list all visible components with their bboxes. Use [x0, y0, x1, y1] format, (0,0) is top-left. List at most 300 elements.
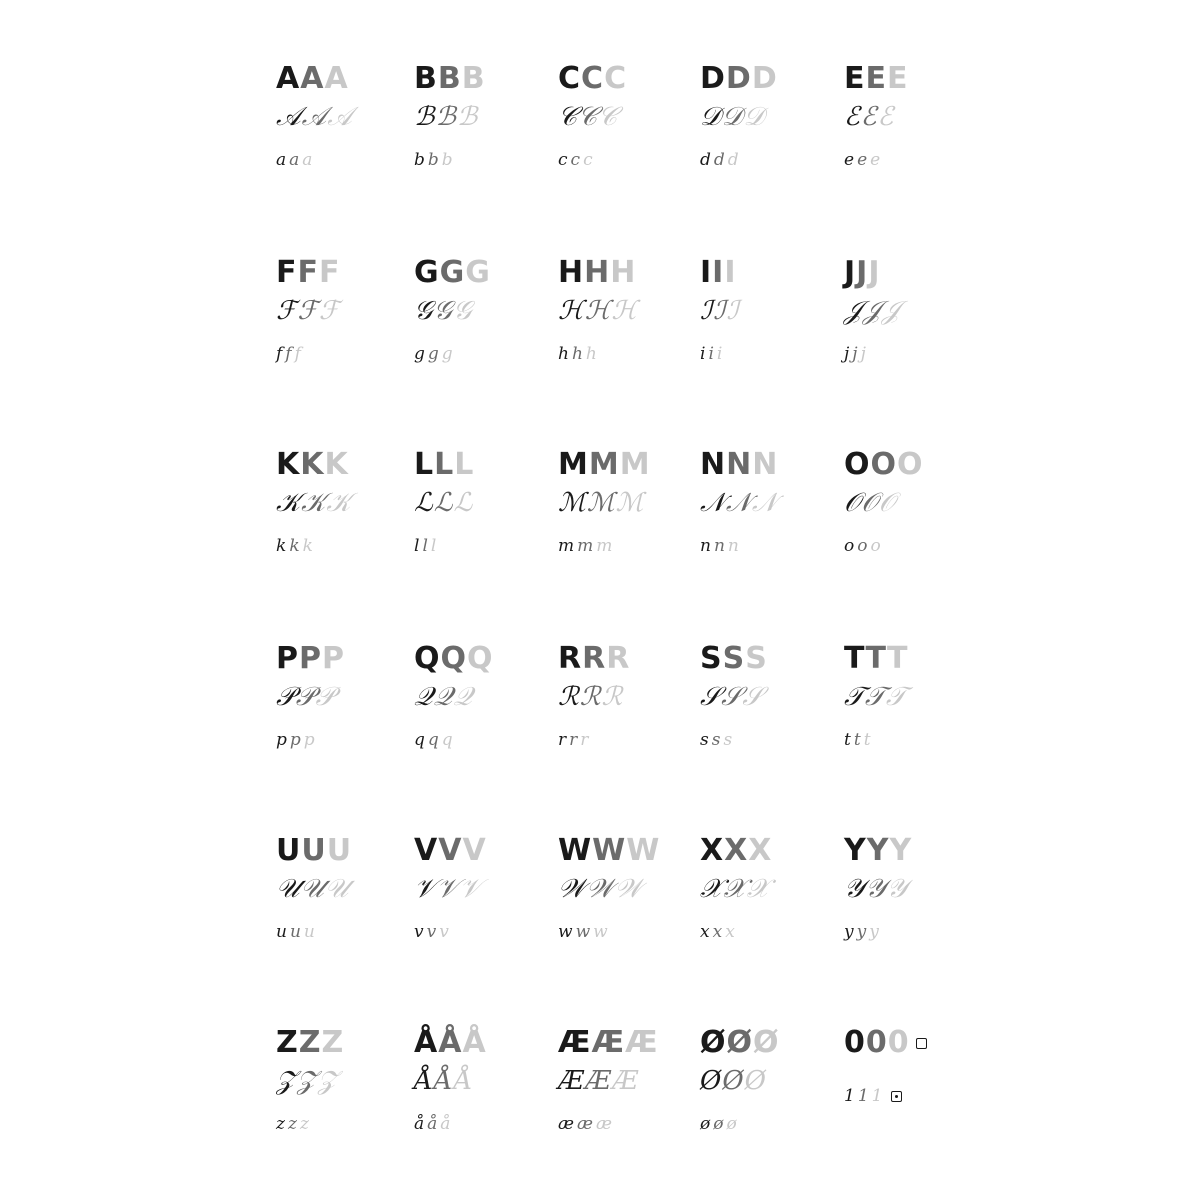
print-tracing-row	[276, 255, 339, 290]
letter-glyph: 𝒯	[844, 682, 863, 712]
letter-glyph: C	[581, 61, 603, 96]
cursive-upper-tracing-row	[844, 1088, 902, 1105]
letter-glyph: I	[724, 255, 735, 290]
letter-glyph: Q	[414, 641, 439, 676]
letter-glyph: L	[434, 447, 453, 482]
letter-cell	[414, 641, 534, 794]
letter-glyph: A	[324, 61, 347, 96]
letter-cell	[558, 255, 678, 408]
letter-glyph: 𝒢	[414, 296, 432, 326]
letter-glyph: Æ	[585, 1066, 611, 1096]
letter-glyph: P	[322, 641, 343, 676]
letter-glyph: t	[853, 730, 862, 750]
cursive-upper-tracing-row	[276, 490, 349, 516]
print-tracing-row	[844, 833, 911, 868]
letter-glyph: 𝒥	[844, 296, 861, 326]
letter-glyph: o	[844, 536, 856, 556]
letter-cell	[276, 61, 396, 214]
letter-glyph: ø	[713, 1114, 725, 1134]
letter-glyph: f	[285, 344, 293, 364]
letter-glyph: U	[326, 833, 351, 868]
letter-glyph: 𝒟	[721, 102, 742, 132]
letter-glyph: l	[414, 536, 421, 556]
letter-glyph: 𝒱	[414, 874, 435, 904]
letter-glyph: 𝒱	[459, 874, 481, 904]
letter-glyph: 𝒮	[742, 682, 762, 712]
letter-glyph: P	[299, 641, 320, 676]
letter-glyph: 𝒲	[558, 874, 585, 904]
letter-glyph: n	[700, 536, 712, 556]
print-tracing-row	[700, 61, 776, 96]
letter-glyph: 𝒪	[861, 488, 877, 518]
letter-glyph: Q	[467, 641, 492, 676]
cursive-upper-tracing-row	[558, 490, 642, 516]
cursive-upper-tracing-row	[700, 876, 768, 902]
letter-glyph: X	[700, 833, 723, 868]
letter-glyph: 𝒳	[700, 874, 722, 904]
letter-glyph: 𝒫	[295, 682, 314, 712]
cursive-lower-tracing-row	[414, 1116, 451, 1133]
letter-glyph: Å	[438, 1025, 461, 1060]
print-tracing-row	[558, 1025, 657, 1060]
print-tracing-row	[844, 641, 907, 676]
letter-glyph: y	[869, 922, 880, 942]
letter-glyph: C	[604, 61, 626, 96]
letter-cell	[558, 61, 678, 214]
letter-glyph: ø	[700, 1114, 712, 1134]
letter-cell	[558, 641, 678, 794]
letter-glyph: M	[558, 447, 587, 482]
cursive-lower-tracing-row	[414, 152, 454, 169]
letter-glyph: D	[751, 61, 776, 96]
letter-glyph: 𝒢	[433, 296, 452, 326]
letter-glyph: v	[439, 922, 450, 942]
letter-glyph: w	[593, 922, 609, 942]
letter-glyph: æ	[595, 1114, 613, 1134]
letter-glyph: 𝒟	[700, 102, 720, 132]
letter-glyph: ℒ	[414, 488, 432, 518]
cursive-upper-tracing-row	[700, 684, 761, 710]
letter-cell	[414, 61, 534, 214]
letter-glyph: t	[844, 730, 852, 750]
cursive-lower-tracing-row	[414, 732, 454, 749]
letter-glyph: U	[301, 833, 325, 868]
letter-glyph: r	[558, 730, 568, 750]
letter-glyph: 𝒪	[878, 488, 895, 518]
letter-glyph: s	[700, 730, 710, 750]
cursive-lower-tracing-row	[558, 346, 598, 363]
letter-glyph: E	[865, 61, 885, 96]
letter-glyph: r	[569, 730, 579, 750]
letter-glyph: ℬ	[435, 102, 455, 132]
print-tracing-row	[558, 641, 629, 676]
letter-glyph: R	[558, 641, 581, 676]
letter-glyph: D	[700, 61, 724, 96]
print-tracing-row	[414, 255, 489, 290]
letter-glyph: g	[441, 344, 454, 364]
cursive-upper-tracing-row	[414, 684, 471, 710]
cursive-upper-tracing-row	[844, 298, 899, 324]
letter-glyph: ℳ	[615, 488, 643, 518]
letter-glyph: m	[577, 536, 595, 556]
letter-glyph: J	[868, 255, 879, 290]
letter-glyph: 𝒢	[453, 296, 471, 326]
print-tracing-row	[700, 255, 735, 290]
letter-glyph: S	[722, 641, 744, 676]
letter-glyph: O	[897, 447, 922, 482]
letter-glyph: U	[276, 833, 300, 868]
letter-glyph: W	[592, 833, 625, 868]
letter-glyph: Ø	[700, 1025, 725, 1060]
letter-glyph: 𝒞	[558, 102, 576, 132]
cursive-upper-tracing-row	[414, 298, 471, 324]
cursive-lower-tracing-row	[700, 538, 740, 555]
print-tracing-row	[700, 1025, 778, 1060]
letter-glyph: a	[302, 150, 314, 170]
letter-glyph: a	[289, 150, 301, 170]
letter-glyph: V	[438, 833, 461, 868]
letter-glyph: M	[619, 447, 649, 482]
letter-glyph: h	[571, 344, 584, 364]
letter-glyph: T	[844, 641, 864, 676]
letter-glyph: b	[441, 150, 454, 170]
print-tracing-row	[558, 61, 626, 96]
letter-glyph: c	[558, 150, 569, 170]
letter-glyph: 𝒫	[276, 682, 294, 712]
letter-glyph: Å	[414, 1025, 437, 1060]
letter-glyph: x	[700, 922, 711, 942]
cursive-upper-tracing-row	[700, 104, 763, 130]
letter-glyph: 𝒵	[296, 1066, 316, 1096]
cursive-lower-tracing-row	[276, 152, 313, 169]
letter-glyph: Æ	[591, 1025, 624, 1060]
letter-glyph: W	[626, 833, 659, 868]
letter-glyph: ℬ	[414, 102, 434, 132]
letter-glyph: Å	[433, 1066, 452, 1096]
letter-glyph: A	[276, 61, 299, 96]
letter-glyph: Ø	[722, 1066, 743, 1096]
letter-cell	[276, 255, 396, 408]
cursive-lower-tracing-row	[700, 1116, 738, 1133]
letter-glyph: n	[713, 536, 726, 556]
square-marker-icon	[916, 1038, 927, 1049]
letter-cell	[844, 1025, 964, 1178]
letter-glyph: ℛ	[579, 682, 600, 712]
cursive-lower-tracing-row	[558, 152, 594, 169]
letter-glyph: 𝒲	[586, 874, 613, 904]
letter-glyph: 𝒰	[276, 874, 299, 904]
letter-glyph: ℳ	[586, 488, 614, 518]
letter-glyph: W	[558, 833, 591, 868]
letter-cell	[844, 447, 964, 600]
letter-glyph: s	[723, 730, 734, 750]
cursive-upper-tracing-row	[414, 876, 480, 902]
cursive-upper-tracing-row	[558, 1068, 637, 1094]
letter-glyph: X	[724, 833, 747, 868]
letter-glyph: 1	[857, 1086, 870, 1106]
print-tracing-row	[844, 447, 922, 482]
letter-glyph: Æ	[625, 1025, 657, 1060]
letter-glyph: 𝒬	[414, 682, 432, 712]
letter-glyph: Z	[321, 1025, 343, 1060]
letter-glyph: L	[454, 447, 473, 482]
letter-glyph: R	[582, 641, 605, 676]
print-tracing-row	[844, 61, 907, 96]
letter-glyph: j	[860, 344, 867, 364]
letter-glyph: i	[700, 344, 707, 364]
letter-glyph: 𝒯	[864, 682, 884, 712]
letter-glyph: Æ	[558, 1066, 584, 1096]
cursive-lower-tracing-row	[844, 152, 881, 169]
letter-glyph: 0	[887, 1025, 908, 1060]
cursive-lower-tracing-row	[414, 924, 450, 941]
letter-glyph: ℰ	[860, 102, 876, 132]
cursive-lower-tracing-row	[700, 732, 733, 749]
letter-glyph: p	[276, 730, 288, 750]
letter-glyph: Q	[440, 641, 466, 676]
letter-glyph: ø	[726, 1114, 738, 1134]
cursive-lower-tracing-row	[700, 152, 740, 169]
cursive-lower-tracing-row	[700, 346, 723, 363]
letter-glyph: F	[276, 255, 296, 290]
print-tracing-row	[700, 447, 777, 482]
letter-glyph: 𝒩	[751, 488, 776, 518]
letter-glyph: l	[430, 536, 438, 556]
letter-glyph: Z	[298, 1025, 320, 1060]
letter-glyph: k	[302, 536, 314, 556]
letter-cell	[700, 255, 820, 408]
letter-glyph: 𝒵	[276, 1066, 295, 1096]
letter-glyph: ℬ	[456, 102, 477, 132]
cursive-lower-tracing-row	[700, 924, 736, 941]
letter-glyph: Y	[844, 833, 865, 868]
letter-glyph: 𝒬	[453, 682, 472, 712]
letter-glyph: G	[414, 255, 438, 290]
letter-cell	[276, 833, 396, 986]
letter-glyph: D	[725, 61, 750, 96]
letter-glyph: p	[303, 730, 316, 750]
letter-glyph: x	[712, 922, 724, 942]
print-tracing-row	[276, 1025, 343, 1060]
letter-glyph: k	[276, 536, 288, 556]
print-tracing-row	[700, 833, 771, 868]
print-tracing-row	[414, 447, 473, 482]
letter-glyph: K	[324, 447, 347, 482]
letter-glyph: A	[300, 61, 323, 96]
letter-glyph: ℒ	[453, 488, 472, 518]
cursive-lower-tracing-row	[844, 538, 882, 555]
letter-glyph: N	[726, 447, 751, 482]
letter-cell	[558, 1025, 678, 1178]
letter-glyph: a	[276, 150, 288, 170]
letter-glyph: K	[300, 447, 323, 482]
cursive-upper-tracing-row	[700, 1068, 765, 1094]
letter-glyph: Æ	[612, 1066, 638, 1096]
print-tracing-row	[844, 1025, 927, 1060]
letter-glyph: ℛ	[558, 682, 578, 712]
letter-cell	[700, 833, 820, 986]
cursive-upper-tracing-row	[276, 298, 338, 324]
letter-glyph: Y	[889, 833, 911, 868]
letter-glyph: 𝒜	[301, 102, 326, 132]
letter-glyph: C	[558, 61, 580, 96]
letter-glyph: V	[462, 833, 485, 868]
letter-glyph: ℒ	[433, 488, 452, 518]
letter-glyph: B	[437, 61, 460, 96]
letter-glyph: 𝒜	[276, 102, 300, 132]
cursive-lower-tracing-row	[276, 1116, 310, 1133]
letter-glyph: i	[716, 344, 724, 364]
letter-cell	[700, 61, 820, 214]
letter-glyph: q	[414, 730, 426, 750]
square-marker-icon	[891, 1091, 902, 1102]
letter-glyph: 𝒴	[886, 874, 907, 904]
letter-glyph: R	[606, 641, 629, 676]
print-tracing-row	[558, 833, 659, 868]
letter-glyph: æ	[558, 1114, 575, 1134]
letter-glyph: 𝒮	[721, 682, 741, 712]
letter-glyph: å	[440, 1114, 452, 1134]
cursive-lower-tracing-row	[558, 1116, 613, 1133]
letter-glyph: G	[465, 255, 489, 290]
letter-glyph: G	[439, 255, 464, 290]
letter-glyph: N	[752, 447, 777, 482]
letter-glyph: ℰ	[844, 102, 859, 132]
letter-glyph: s	[711, 730, 722, 750]
letter-glyph: Ø	[744, 1066, 765, 1096]
letter-glyph: B	[461, 61, 484, 96]
letter-cell	[844, 61, 964, 214]
cursive-lower-tracing-row	[276, 346, 302, 363]
letter-glyph: F	[319, 255, 339, 290]
letter-glyph: h	[585, 344, 598, 364]
letter-cell	[276, 641, 396, 794]
cursive-lower-tracing-row	[414, 538, 437, 555]
cursive-upper-tracing-row	[276, 876, 347, 902]
letter-glyph: 𝒲	[614, 874, 641, 904]
letter-glyph: d	[727, 150, 740, 170]
letter-glyph: å	[414, 1114, 426, 1134]
letter-glyph: Æ	[558, 1025, 590, 1060]
letter-glyph: z	[287, 1114, 298, 1134]
letter-glyph: H	[584, 255, 609, 290]
print-tracing-row	[276, 447, 347, 482]
letter-glyph: ℐ	[713, 296, 725, 326]
letter-glyph: w	[558, 922, 574, 942]
print-tracing-row	[700, 641, 766, 676]
letter-glyph: j	[844, 344, 851, 364]
letter-glyph: ℐ	[700, 296, 712, 326]
letter-glyph: O	[870, 447, 896, 482]
cursive-upper-tracing-row	[844, 876, 906, 902]
letter-glyph: Y	[866, 833, 888, 868]
cursive-upper-tracing-row	[558, 876, 641, 902]
letter-cell	[414, 833, 534, 986]
letter-glyph: T	[865, 641, 885, 676]
letter-glyph: z	[299, 1114, 310, 1134]
letter-glyph: 0	[844, 1025, 864, 1060]
letter-glyph: u	[289, 922, 302, 942]
letter-glyph: 𝒥	[862, 296, 880, 326]
letter-glyph: 𝒬	[433, 682, 452, 712]
letter-glyph: I	[700, 255, 711, 290]
letter-glyph: v	[414, 922, 425, 942]
letter-cell	[414, 255, 534, 408]
letter-glyph: H	[610, 255, 635, 290]
cursive-lower-tracing-row	[844, 732, 872, 749]
letter-glyph: w	[575, 922, 592, 942]
letter-glyph: 𝒳	[746, 874, 769, 904]
cursive-upper-tracing-row	[414, 1068, 471, 1094]
letter-glyph: p	[289, 730, 302, 750]
letter-glyph: T	[886, 641, 907, 676]
letter-glyph: r	[580, 730, 590, 750]
cursive-upper-tracing-row	[414, 104, 476, 130]
letter-glyph: P	[276, 641, 297, 676]
letter-cell	[558, 833, 678, 986]
letter-glyph: 𝒴	[844, 874, 864, 904]
letter-glyph: 1	[844, 1086, 856, 1106]
letter-glyph: o	[870, 536, 882, 556]
cursive-upper-tracing-row	[276, 104, 351, 130]
cursive-lower-tracing-row	[276, 538, 314, 555]
print-tracing-row	[414, 833, 485, 868]
letter-glyph: e	[870, 150, 882, 170]
letter-glyph: e	[844, 150, 856, 170]
letter-glyph: g	[414, 344, 426, 364]
letter-glyph: e	[857, 150, 869, 170]
cursive-upper-tracing-row	[700, 298, 738, 324]
print-tracing-row	[276, 61, 347, 96]
letter-glyph: 𝒴	[865, 874, 885, 904]
letter-glyph: ℋ	[611, 296, 637, 326]
letter-glyph: L	[414, 447, 433, 482]
letter-glyph: h	[558, 344, 570, 364]
letter-glyph: 𝒦	[326, 488, 350, 518]
letter-glyph: Ø	[726, 1025, 752, 1060]
letter-glyph: y	[844, 922, 855, 942]
cursive-upper-tracing-row	[844, 684, 905, 710]
print-tracing-row	[276, 641, 343, 676]
letter-cell	[276, 1025, 396, 1178]
cursive-upper-tracing-row	[558, 298, 636, 324]
print-tracing-row	[844, 255, 879, 290]
letter-cell	[414, 1025, 534, 1178]
letter-glyph: ℛ	[601, 682, 622, 712]
letter-cell	[414, 447, 534, 600]
letter-glyph: ℳ	[558, 488, 585, 518]
letter-glyph: f	[276, 344, 284, 364]
letter-glyph: 𝒱	[436, 874, 458, 904]
letter-glyph: 𝒰	[300, 874, 323, 904]
letter-glyph: b	[427, 150, 440, 170]
letter-glyph: c	[583, 150, 594, 170]
letter-cell	[844, 255, 964, 408]
cursive-lower-tracing-row	[414, 346, 454, 363]
letter-glyph: n	[727, 536, 740, 556]
letter-glyph: K	[276, 447, 299, 482]
cursive-lower-tracing-row	[276, 732, 316, 749]
letter-glyph: j	[852, 344, 859, 364]
letter-glyph: F	[297, 255, 317, 290]
cursive-upper-tracing-row	[844, 490, 894, 516]
letter-cell	[700, 1025, 820, 1178]
letter-glyph: 𝒳	[723, 874, 745, 904]
letter-glyph: 𝒜	[327, 102, 351, 132]
letter-glyph: 0	[865, 1025, 886, 1060]
letter-glyph: m	[596, 536, 614, 556]
cursive-lower-tracing-row	[276, 924, 316, 941]
